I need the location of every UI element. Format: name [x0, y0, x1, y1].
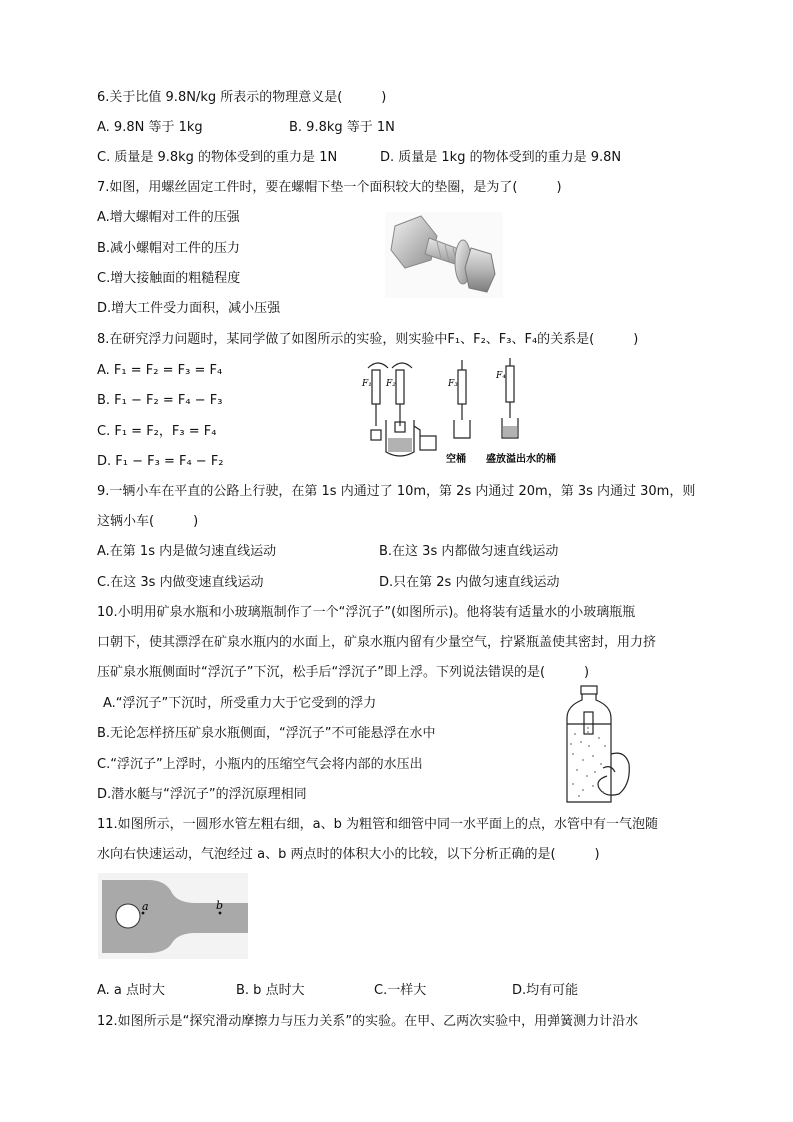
- f1-label: F₁: [362, 379, 372, 389]
- q11-option-b: B. b 点时大: [236, 983, 305, 998]
- empty-bucket-caption: 空桶: [446, 454, 466, 465]
- q9-stem-line1: 9.一辆小车在平直的公路上行驶，在第 1s 内通过了 10m，第 2s 内通过 20m，第 3s 内通过 30m，则: [97, 484, 696, 499]
- q8-option-a: A. F₁ = F₂ = F₃ = F₄: [97, 363, 223, 378]
- f3-label: F₃: [448, 379, 458, 389]
- q7-option-a: A.增大螺帽对工件的压强: [97, 210, 240, 225]
- bolt-washer-image: [385, 212, 503, 298]
- q6-option-d: D. 质量是 1kg 的物体受到的重力是 9.8N: [380, 150, 622, 165]
- q9-option-c: C.在这 3s 内做变速直线运动: [97, 575, 264, 590]
- q10-option-a: A.“浮沉子”下沉时，所受重力大于它受到的浮力: [103, 696, 377, 711]
- q10-stem-line2: 口朝下，使其漂浮在矿泉水瓶内的水面上，矿泉水瓶内留有少量空气，拧紧瓶盖使其密封，用力挤: [97, 635, 657, 650]
- spring-balance-figure: [350, 356, 590, 468]
- q10-option-c: C.“浮沉子”上浮时，小瓶内的压缩空气会将内部的水压出: [97, 757, 423, 772]
- q8-option-b: B. F₁ − F₂ = F₄ − F₃: [97, 393, 223, 408]
- q9-option-a: A.在第 1s 内是做匀速直线运动: [97, 544, 277, 559]
- q11-option-c: C.一样大: [374, 983, 427, 998]
- point-a-label: a: [142, 900, 149, 913]
- q9-stem-line2: 这辆小车( ): [97, 514, 199, 529]
- q7-option-c: C.增大接触面的粗糙程度: [97, 271, 241, 286]
- q8-option-c: C. F₁ = F₂，F₃ = F₄: [97, 424, 217, 439]
- q12-stem-line1: 12.如图所示是“探究滑动摩擦力与压力关系”的实验。在甲、乙两次实验中，用弹簧测力计沿水: [97, 1014, 639, 1029]
- q8-option-d: D. F₁ − F₃ = F₄ − F₂: [97, 454, 224, 469]
- q6-option-c: C. 质量是 9.8kg 的物体受到的重力是 1N: [97, 150, 338, 165]
- q11-option-a: A. a 点时大: [97, 983, 166, 998]
- overflow-bucket-caption: 盛放溢出水的桶: [486, 454, 556, 465]
- f4-label: F₄: [496, 371, 506, 381]
- q6-option-b: B. 9.8kg 等于 1N: [289, 120, 395, 135]
- q11-stem-line2: 水向右快速运动，气泡经过 a、b 两点时的体积大小的比较，以下分析正确的是( ): [97, 847, 600, 862]
- cartesian-diver-bottle-figure: [555, 684, 635, 806]
- q8-stem: 8.在研究浮力问题时，某同学做了如图所示的实验，则实验中F₁、F₂、F₃、F₄的关系是( ): [97, 332, 639, 347]
- q6-option-a: A. 9.8N 等于 1kg: [97, 120, 203, 135]
- q10-stem-line1: 10.小明用矿泉水瓶和小玻璃瓶制作了一个“浮沉子”(如图所示)。他将装有适量水的小玻璃瓶瓶: [97, 605, 636, 620]
- q10-stem-line3: 压矿泉水瓶侧面时“浮沉子”下沉，松手后“浮沉子”即上浮。下列说法错误的是( ): [97, 665, 590, 680]
- q9-option-b: B.在这 3s 内都做匀速直线运动: [379, 544, 559, 559]
- q10-option-b: B.无论怎样挤压矿泉水瓶侧面，“浮沉子”不可能悬浮在水中: [97, 726, 436, 741]
- q7-option-d: D.增大工件受力面积，减小压强: [97, 301, 281, 316]
- q10-option-d: D.潜水艇与“浮沉子”的浮沉原理相同: [97, 787, 307, 802]
- q11-option-d: D.均有可能: [512, 983, 579, 998]
- water-pipe-figure: [98, 873, 248, 959]
- point-b-label: b: [216, 899, 224, 912]
- q9-option-d: D.只在第 2s 内做匀速直线运动: [379, 575, 560, 590]
- f2-label: F₂: [386, 379, 396, 389]
- q6-stem: 6.关于比值 9.8N/kg 所表示的物理意义是( ): [97, 90, 387, 105]
- q7-stem: 7.如图，用螺丝固定工件时，要在螺帽下垫一个面积较大的垫圈，是为了( ): [97, 180, 562, 195]
- q11-stem-line1: 11.如图所示，一圆形水管左粗右细，a、b 为粗管和细管中同一水平面上的点，水管中有一气泡随: [97, 817, 659, 832]
- q7-option-b: B.减小螺帽对工件的压力: [97, 241, 241, 256]
